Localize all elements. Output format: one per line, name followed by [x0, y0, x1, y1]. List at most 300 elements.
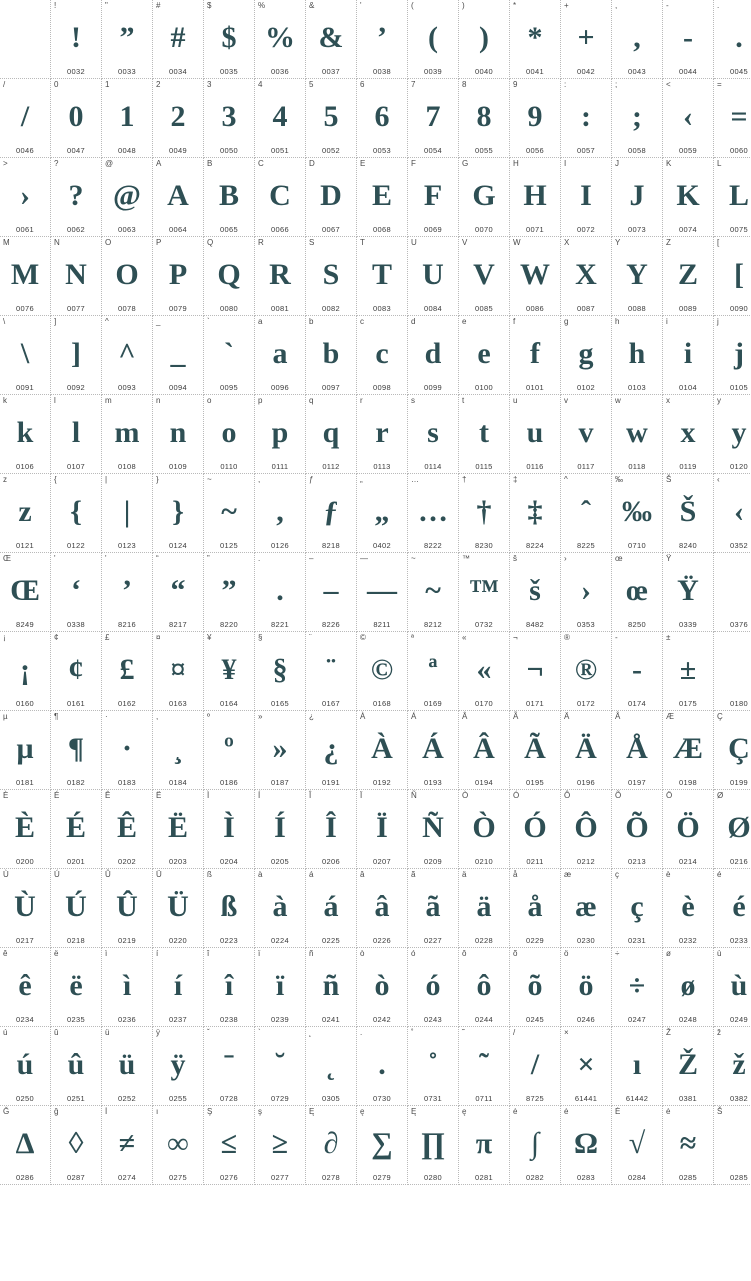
character-glyph: û: [67, 1048, 85, 1081]
character-cell[interactable]: [102, 711, 153, 790]
character-cell[interactable]: [255, 237, 306, 316]
character-cell[interactable]: [51, 158, 102, 237]
character-cell[interactable]: [459, 1027, 510, 1106]
character-key-label: á: [309, 870, 314, 879]
character-cell[interactable]: [102, 237, 153, 316]
character-cell[interactable]: [408, 1027, 459, 1106]
character-cell[interactable]: [306, 395, 357, 474]
character-cell[interactable]: [612, 1027, 663, 1106]
character-cell[interactable]: [357, 316, 408, 395]
character-cell[interactable]: [204, 1106, 255, 1185]
character-cell[interactable]: [0, 395, 51, 474]
character-glyph: √: [628, 1127, 646, 1160]
character-cell[interactable]: [306, 1027, 357, 1106]
character-glyph: *: [527, 21, 543, 54]
character-cell[interactable]: [102, 869, 153, 948]
character-glyph: ≤: [220, 1127, 238, 1160]
character-cell[interactable]: [306, 553, 357, 632]
character-cell[interactable]: [306, 474, 357, 553]
character-key-label: å: [513, 870, 518, 879]
character-cell[interactable]: [102, 1027, 153, 1106]
character-glyph: ø: [680, 969, 696, 1002]
character-code-label: 0114: [424, 462, 442, 471]
character-cell[interactable]: [714, 395, 751, 474]
character-cell[interactable]: [357, 948, 408, 1027]
character-glyph: ›: [20, 179, 30, 212]
character-cell[interactable]: [0, 158, 51, 237]
character-cell[interactable]: [102, 158, 153, 237]
character-cell[interactable]: [51, 553, 102, 632]
character-cell[interactable]: [408, 0, 459, 79]
character-code-label: 8249: [16, 620, 34, 629]
character-cell[interactable]: [204, 1027, 255, 1106]
character-key-label: k: [3, 396, 7, 405]
character-cell[interactable]: [612, 869, 663, 948]
character-glyph: 9: [527, 100, 543, 133]
character-key-label: İ: [105, 1107, 108, 1116]
character-cell[interactable]: [255, 1106, 306, 1185]
character-cell[interactable]: [51, 869, 102, 948]
character-cell[interactable]: [561, 158, 612, 237]
character-cell[interactable]: [0, 632, 51, 711]
character-cell[interactable]: [663, 79, 714, 158]
character-code-label: 0237: [169, 1015, 187, 1024]
character-cell[interactable]: [714, 790, 751, 869]
character-cell[interactable]: [459, 395, 510, 474]
character-cell[interactable]: [102, 553, 153, 632]
character-code-label: 0250: [16, 1094, 34, 1103]
character-cell[interactable]: [51, 632, 102, 711]
character-cell[interactable]: [255, 395, 306, 474]
character-cell[interactable]: [408, 948, 459, 1027]
character-code-label: 0229: [526, 936, 544, 945]
character-cell[interactable]: [459, 790, 510, 869]
character-glyph: y: [731, 416, 747, 449]
character-cell[interactable]: [0, 79, 51, 158]
character-cell[interactable]: [204, 790, 255, 869]
character-cell[interactable]: [0, 948, 51, 1027]
character-cell[interactable]: [408, 79, 459, 158]
character-cell[interactable]: [51, 79, 102, 158]
character-cell[interactable]: [357, 79, 408, 158]
character-cell[interactable]: [459, 316, 510, 395]
character-key-label: ,: [156, 712, 159, 721]
character-cell[interactable]: [459, 237, 510, 316]
character-cell[interactable]: [0, 790, 51, 869]
character-glyph: T: [371, 258, 392, 291]
character-key-label: ±: [666, 633, 671, 642]
character-cell[interactable]: [204, 395, 255, 474]
character-cell[interactable]: [306, 790, 357, 869]
character-cell[interactable]: [204, 79, 255, 158]
character-key-label: ¬: [513, 633, 518, 642]
character-cell[interactable]: [714, 158, 751, 237]
character-cell[interactable]: [51, 395, 102, 474]
character-cell[interactable]: [612, 316, 663, 395]
character-cell[interactable]: [459, 948, 510, 1027]
character-cell[interactable]: [561, 0, 612, 79]
character-cell[interactable]: [153, 79, 204, 158]
character-cell[interactable]: [255, 790, 306, 869]
character-cell[interactable]: [102, 474, 153, 553]
character-cell[interactable]: [408, 474, 459, 553]
character-code-label: 0174: [628, 699, 646, 708]
character-cell[interactable]: [204, 553, 255, 632]
character-key-label: ¨: [309, 633, 312, 642]
character-cell[interactable]: [510, 79, 561, 158]
character-cell[interactable]: [153, 790, 204, 869]
character-cell[interactable]: [561, 474, 612, 553]
character-cell[interactable]: [0, 711, 51, 790]
character-cell[interactable]: [255, 869, 306, 948]
character-glyph: m: [114, 416, 140, 449]
character-cell[interactable]: [510, 711, 561, 790]
character-cell[interactable]: [612, 553, 663, 632]
character-cell[interactable]: [714, 474, 751, 553]
character-cell[interactable]: [510, 790, 561, 869]
character-cell[interactable]: [663, 474, 714, 553]
character-cell[interactable]: [561, 632, 612, 711]
character-code-label: 0091: [16, 383, 34, 392]
character-code-label: 0068: [373, 225, 391, 234]
character-cell[interactable]: [51, 237, 102, 316]
character-cell[interactable]: [306, 237, 357, 316]
character-key-label: J: [615, 159, 619, 168]
character-code-label: 8222: [424, 541, 442, 550]
character-cell[interactable]: [102, 0, 153, 79]
character-cell[interactable]: [714, 1027, 751, 1106]
character-cell[interactable]: [357, 0, 408, 79]
character-cell[interactable]: [663, 948, 714, 1027]
character-cell[interactable]: [255, 158, 306, 237]
character-cell[interactable]: [153, 0, 204, 79]
character-cell[interactable]: [255, 0, 306, 79]
character-map-row: [0, 79, 751, 158]
character-cell[interactable]: [357, 711, 408, 790]
character-cell[interactable]: [612, 0, 663, 79]
character-cell[interactable]: [153, 316, 204, 395]
character-cell[interactable]: [153, 553, 204, 632]
character-cell[interactable]: [714, 316, 751, 395]
character-key-label: D: [309, 159, 315, 168]
character-cell[interactable]: [306, 711, 357, 790]
character-code-label: 0124: [169, 541, 187, 550]
character-glyph: 6: [374, 100, 390, 133]
character-cell[interactable]: [0, 474, 51, 553]
character-cell[interactable]: [561, 1106, 612, 1185]
character-cell[interactable]: [510, 0, 561, 79]
character-key-label: ï: [258, 949, 261, 958]
character-cell[interactable]: [102, 316, 153, 395]
character-cell[interactable]: [255, 316, 306, 395]
character-cell[interactable]: [408, 869, 459, 948]
character-cell[interactable]: [663, 869, 714, 948]
character-cell[interactable]: [612, 1106, 663, 1185]
character-cell[interactable]: [153, 1027, 204, 1106]
character-cell[interactable]: [102, 948, 153, 1027]
character-cell[interactable]: [612, 395, 663, 474]
character-cell[interactable]: [714, 553, 751, 632]
character-cell[interactable]: [255, 711, 306, 790]
character-map-row: [0, 237, 751, 316]
character-code-label: 0163: [169, 699, 187, 708]
character-key-label: ©: [360, 633, 366, 642]
character-cell[interactable]: [561, 790, 612, 869]
character-cell[interactable]: [153, 474, 204, 553]
character-cell[interactable]: [612, 632, 663, 711]
character-cell[interactable]: [612, 474, 663, 553]
character-cell[interactable]: [51, 711, 102, 790]
character-cell[interactable]: [306, 632, 357, 711]
character-cell[interactable]: [306, 158, 357, 237]
character-key-label: ‰: [615, 475, 623, 484]
character-cell[interactable]: [663, 1027, 714, 1106]
character-cell[interactable]: [51, 316, 102, 395]
character-cell[interactable]: [255, 948, 306, 1027]
character-code-label: 0084: [424, 304, 442, 313]
character-cell[interactable]: [102, 632, 153, 711]
character-cell[interactable]: [663, 158, 714, 237]
character-cell[interactable]: [459, 474, 510, 553]
character-cell[interactable]: [663, 553, 714, 632]
character-code-label: 0172: [577, 699, 595, 708]
character-code-label: 0233: [730, 936, 748, 945]
character-cell[interactable]: [51, 1106, 102, 1185]
character-cell[interactable]: [561, 79, 612, 158]
character-code-label: 0040: [475, 67, 493, 76]
character-key-label: í: [156, 949, 159, 958]
character-cell[interactable]: [306, 869, 357, 948]
character-cell[interactable]: [459, 869, 510, 948]
character-cell[interactable]: [561, 948, 612, 1027]
character-cell[interactable]: [510, 474, 561, 553]
character-cell[interactable]: [663, 0, 714, 79]
character-cell[interactable]: [357, 632, 408, 711]
character-cell[interactable]: [612, 158, 663, 237]
character-glyph: S: [322, 258, 340, 291]
character-cell[interactable]: [357, 1106, 408, 1185]
character-cell[interactable]: [153, 1106, 204, 1185]
character-code-label: 0067: [322, 225, 340, 234]
character-code-label: 0042: [577, 67, 595, 76]
character-cell[interactable]: [510, 948, 561, 1027]
character-cell[interactable]: [714, 869, 751, 948]
character-cell[interactable]: [357, 553, 408, 632]
character-cell[interactable]: [357, 158, 408, 237]
character-cell[interactable]: [51, 948, 102, 1027]
character-cell[interactable]: [663, 316, 714, 395]
character-code-label: 0200: [16, 857, 34, 866]
character-cell[interactable]: [357, 395, 408, 474]
character-cell[interactable]: [306, 0, 357, 79]
character-key-label: Ö: [666, 791, 673, 800]
character-cell[interactable]: [510, 395, 561, 474]
character-cell[interactable]: [408, 1106, 459, 1185]
character-cell[interactable]: [561, 395, 612, 474]
character-cell[interactable]: [0, 316, 51, 395]
character-cell[interactable]: [408, 553, 459, 632]
character-key-label: ·: [105, 712, 108, 721]
character-cell[interactable]: [714, 948, 751, 1027]
character-cell[interactable]: [0, 1106, 51, 1185]
character-glyph: 2: [170, 100, 186, 133]
character-cell[interactable]: [153, 948, 204, 1027]
character-cell[interactable]: [561, 553, 612, 632]
character-cell[interactable]: [153, 237, 204, 316]
character-cell[interactable]: [663, 1106, 714, 1185]
character-code-label: 0099: [424, 383, 442, 392]
character-code-label: 0246: [577, 1015, 595, 1024]
character-glyph: a: [272, 337, 288, 370]
character-cell[interactable]: [714, 237, 751, 316]
character-cell[interactable]: [408, 711, 459, 790]
character-cell[interactable]: [153, 395, 204, 474]
character-key-label: v: [564, 396, 568, 405]
character-cell[interactable]: [255, 474, 306, 553]
character-cell[interactable]: [612, 711, 663, 790]
character-cell[interactable]: [153, 632, 204, 711]
character-glyph: „: [374, 495, 390, 528]
character-cell[interactable]: [204, 316, 255, 395]
character-cell[interactable]: [102, 1106, 153, 1185]
character-cell[interactable]: [408, 237, 459, 316]
character-code-label: 8211: [373, 620, 391, 629]
character-cell[interactable]: [510, 632, 561, 711]
character-glyph: _: [170, 337, 186, 370]
character-cell[interactable]: [0, 869, 51, 948]
character-cell[interactable]: [0, 553, 51, 632]
character-cell[interactable]: [714, 79, 751, 158]
character-code-label: 0056: [526, 146, 544, 155]
character-cell[interactable]: [408, 632, 459, 711]
character-code-label: 0110: [220, 462, 238, 471]
character-code-label: 0732: [475, 620, 493, 629]
character-cell[interactable]: [561, 1027, 612, 1106]
character-cell[interactable]: [357, 1027, 408, 1106]
character-cell[interactable]: [714, 0, 751, 79]
character-cell[interactable]: [510, 158, 561, 237]
character-cell[interactable]: [561, 237, 612, 316]
character-key-label: }: [156, 475, 159, 484]
character-cell[interactable]: [357, 237, 408, 316]
character-glyph: å: [527, 890, 543, 923]
character-cell[interactable]: [561, 711, 612, 790]
character-key-label: Ž: [666, 1028, 671, 1037]
character-cell[interactable]: [255, 1027, 306, 1106]
character-cell[interactable]: [204, 0, 255, 79]
character-code-label: 0284: [628, 1173, 646, 1182]
character-cell[interactable]: [459, 158, 510, 237]
character-cell[interactable]: [408, 395, 459, 474]
character-cell[interactable]: [204, 237, 255, 316]
character-cell[interactable]: [204, 948, 255, 1027]
character-cell[interactable]: [459, 632, 510, 711]
character-glyph: ê: [18, 969, 32, 1002]
character-code-label: 0122: [67, 541, 85, 550]
character-cell[interactable]: [510, 869, 561, 948]
character-cell[interactable]: [306, 316, 357, 395]
character-cell[interactable]: [0, 0, 51, 79]
character-cell[interactable]: [459, 553, 510, 632]
character-cell[interactable]: [714, 632, 751, 711]
character-cell[interactable]: [204, 711, 255, 790]
character-cell[interactable]: [357, 474, 408, 553]
character-cell[interactable]: [153, 869, 204, 948]
character-cell[interactable]: [204, 158, 255, 237]
character-cell[interactable]: [255, 553, 306, 632]
character-cell[interactable]: [357, 869, 408, 948]
character-cell[interactable]: [459, 711, 510, 790]
character-cell[interactable]: [459, 0, 510, 79]
character-cell[interactable]: [51, 790, 102, 869]
character-cell[interactable]: [612, 790, 663, 869]
character-cell[interactable]: [0, 1027, 51, 1106]
character-cell[interactable]: [612, 948, 663, 1027]
character-cell[interactable]: [51, 1027, 102, 1106]
character-cell[interactable]: [204, 869, 255, 948]
character-cell[interactable]: [102, 395, 153, 474]
character-glyph: Y: [626, 258, 648, 291]
character-cell[interactable]: [510, 237, 561, 316]
character-cell[interactable]: [153, 158, 204, 237]
character-cell[interactable]: [459, 79, 510, 158]
character-cell[interactable]: [204, 632, 255, 711]
character-cell[interactable]: [663, 237, 714, 316]
character-cell[interactable]: [663, 790, 714, 869]
character-cell[interactable]: [663, 711, 714, 790]
character-code-label: 0167: [322, 699, 340, 708]
character-code-label: 0381: [679, 1094, 697, 1103]
character-cell[interactable]: [714, 711, 751, 790]
character-cell[interactable]: [612, 79, 663, 158]
character-cell[interactable]: [561, 869, 612, 948]
character-cell[interactable]: [612, 237, 663, 316]
character-cell[interactable]: [102, 79, 153, 158]
character-code-label: 0072: [577, 225, 595, 234]
character-cell[interactable]: [408, 316, 459, 395]
character-cell[interactable]: [510, 1027, 561, 1106]
character-cell[interactable]: [255, 632, 306, 711]
character-key-label: Ę: [411, 1107, 417, 1116]
character-cell[interactable]: [255, 79, 306, 158]
character-cell[interactable]: [153, 711, 204, 790]
character-cell[interactable]: [306, 79, 357, 158]
character-cell[interactable]: [459, 1106, 510, 1185]
character-cell[interactable]: [0, 237, 51, 316]
character-cell[interactable]: [561, 316, 612, 395]
character-cell[interactable]: [663, 395, 714, 474]
character-glyph: ‹: [734, 495, 744, 528]
character-cell[interactable]: [357, 790, 408, 869]
character-glyph: Ô: [574, 811, 598, 844]
character-cell[interactable]: [51, 0, 102, 79]
character-cell[interactable]: [306, 1106, 357, 1185]
character-cell[interactable]: [408, 790, 459, 869]
character-code-label: 8240: [679, 541, 697, 550]
character-cell[interactable]: [102, 790, 153, 869]
character-cell[interactable]: [510, 316, 561, 395]
character-cell[interactable]: [714, 1106, 751, 1185]
character-cell[interactable]: [204, 474, 255, 553]
character-cell[interactable]: [408, 158, 459, 237]
character-cell[interactable]: [663, 632, 714, 711]
character-key-label: 1: [105, 80, 110, 89]
character-key-label: U: [411, 238, 417, 247]
character-cell[interactable]: [306, 948, 357, 1027]
character-cell[interactable]: [51, 474, 102, 553]
character-cell[interactable]: [510, 1106, 561, 1185]
character-cell[interactable]: [510, 553, 561, 632]
